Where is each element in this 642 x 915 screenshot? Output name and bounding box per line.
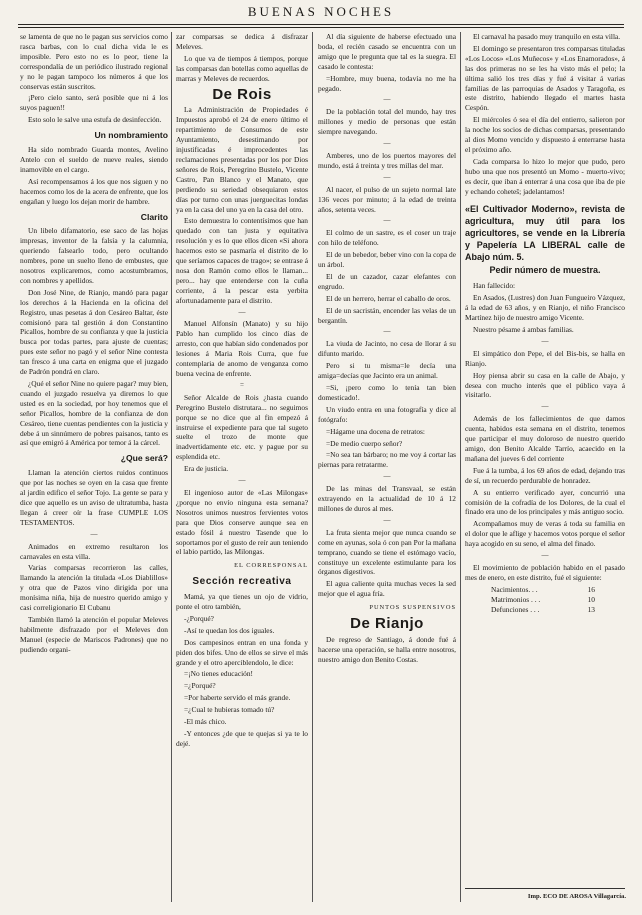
- separator: —: [541, 336, 549, 345]
- paragraph: Al día siguiente de haberse efectuado una boda, el recién casado se encuentra con un amigo que le pregunta que tal es la suegra. El casado le contesta:: [318, 32, 456, 71]
- separator: —: [90, 529, 98, 538]
- separator: —: [383, 515, 391, 524]
- paragraph: Era de justicia.: [184, 464, 229, 474]
- section-heading-medium: Sección recreativa: [192, 576, 292, 588]
- masthead-rule-thin: [18, 27, 624, 28]
- paragraph: se lamenta de que no le pagan sus servicios como rasca barbas, con lo cual dicha vida le es imposible. Pero esto no es lo peor, tiene la correspondalía de un periódico ilustrado regional y no le pagan tampoco los números á que los conservas están suscritos.: [20, 32, 168, 91]
- separator: =: [240, 380, 244, 389]
- section-heading: Un nombramiento: [94, 130, 168, 141]
- section-heading: Clarito: [140, 211, 168, 222]
- paragraph: =¿Cual te hubieras tomado tú?: [184, 705, 275, 715]
- paragraph: El agua caliente quita muchas veces la sed mejor que el agua fría.: [318, 579, 456, 599]
- separator: —: [383, 327, 391, 336]
- stat-label: Defunciones . . .: [491, 604, 540, 614]
- separator: —: [383, 172, 391, 181]
- paragraph: -Así te quedan los dos iguales.: [184, 625, 275, 635]
- paragraph: El de un bebedor, beber vino con la copa de un árbol.: [318, 250, 456, 270]
- paragraph: El carnaval ha pasado muy tranquilo en esta villa.: [473, 32, 621, 41]
- separator: —: [383, 216, 391, 225]
- stat-label: Nacimientos. . .: [491, 584, 538, 594]
- stat-value: 13: [587, 604, 595, 614]
- stat-value: 10: [587, 594, 595, 604]
- paragraph: El colmo de un sastre, es el coser un traje con hilo de teléfono.: [318, 228, 456, 248]
- paragraph: Lo que va de tiempos á tiempos, porque las comparsas dan botellas como aquellas de marras y Meleves de recuerdos.: [176, 53, 308, 83]
- imprint: Imp. ECO DE AROSA Villagarcía.: [527, 893, 626, 900]
- paragraph: =¿Porqué?: [184, 681, 216, 691]
- paragraph: Don José Nine, de Rianjo, mandó para pagar los derechos á la Hacienda en la oficina del Registro, unas pesetas á don Cesáreo Baltar, éste comisionó para tal gestión á don Constantino Picallos, hombre de su confianza y que la justicia busca por todas partes, para ajuste de cuentas; pues este señor no pagó y el señor Nine contesta tan fresco á una carta en enigma que el juzgado de Padrón pondrá en claro.: [20, 287, 168, 377]
- paragraph: =Hágame una docena de retratos:: [326, 426, 425, 436]
- paragraph: Esto demuestra lo contentísimos que han quedado con tan justa y equitativa resolución y es lo que ellos dicen «Si ahora hacemos esto se pasmaría el distrito de lo que seríamos capaces de trago»; se entrase á nosa don Ramón como ellos le llaman... pero... hay que entenderse con la cuña corriente, á la pescar esta yerbita afortunadamente para el distrito.: [176, 216, 308, 305]
- column-1: [20, 32, 168, 657]
- paragraph: Manuel Alfonsín (Manato) y su hijo Pablo han cumplido los cinco días de arresto, con que habían sido condenados por lesiones á Maria Rois Curra, que fue contemplaria de anomo de venganza como buena vecina de enfrente.: [176, 319, 308, 378]
- paragraph: Hoy piensa abrir su casa en la calle de Abajo, y desea con mucho interés que el público vaya á visitarlo.: [465, 370, 625, 400]
- column-4: [465, 32, 625, 615]
- paragraph: Señor Alcalde de Rois ¿hasta cuando Peregrino Bustelo distrutara... no seguimos porque se no dice que al fin empezó á instruirse el expediente para que tal sugeto suelte el trozo de monte que inadvertidamente etc. etc. y pague por su esplendida etc.: [176, 392, 308, 462]
- column-divider: [460, 32, 461, 902]
- paragraph: Al nacer, el pulso de un sujeto normal late 136 veces por minuto; á la edad de treinta años, setenta veces.: [318, 184, 456, 214]
- separator: —: [383, 95, 391, 104]
- advertisement: «El Cultivador Moderno», revista de agricultura, muy útil para los agricultores, se vende en la Librería y Papelería LA LIBERAL calle de Abajo núm. 5.: [465, 203, 625, 263]
- stat-row: [465, 605, 625, 615]
- paragraph: Mamá, ya que tienes un ojo de vidrio, ponte el otro también,: [176, 592, 308, 612]
- paragraph: Dos campesinos entran en una fonda y piden dos bifes. Uno de ellos se sirve el más grande y el otro aperciblendolo, le dice:: [176, 637, 308, 667]
- paragraph: En Asados, (Lustres) don Juan Fungueiro Vázquez, á la edad de 63 años, y en Rianjo, el niño Francisco Martínez hijo de nuestro amigo Vicente.: [465, 293, 625, 323]
- paragraph: -¿Porqué?: [184, 613, 214, 623]
- masthead-title: BUENAS NOCHES: [247, 4, 395, 19]
- stat-row: [465, 595, 625, 605]
- paragraph: El de un herrero, herrar el caballo de oros.: [326, 293, 451, 303]
- paragraph: Fue á la tumba, á los 69 años de edad, dejando tras de sí, un recuerdo perdurable de honradez.: [465, 465, 625, 485]
- paragraph: De regreso de Santiago, á donde fué á hacerse una operación, se halla entre nosotros, nuestro amigo don Benito Costas.: [318, 634, 456, 664]
- paragraph: El de un sacristán, encender las velas de un bergantín.: [318, 305, 456, 325]
- paragraph: El ingenioso autor de «Las Milongas» ¿porque no envío ninguna esta semana? Nosotros unimos nuestros fervientes votos para que Dios conserve aunque sea en estado fósil á nuestro Tasende que lo soportamos por el gusto de reír aun teniendo el labio partido, las Milongas.: [176, 487, 308, 557]
- paragraph: La Administración de Propiedades é Impuestos aprobó el 24 de enero último el repartimiento de Consumos de este Ayuntamiento, desestimando por injustificadas é improcedentes las reclamaciones presentadas por los por Dios señores de Rois, Peregrino Bustelo, Vicente Castro, Pan Blanco y el Manato, que perdiendo su seriedad obsequiaron estos días por turno con unas juerguecitas londas ya en la casa del uno ya en la casa del otro.: [176, 105, 308, 214]
- paragraph: Además de los fallecimientos de que damos cuenta, habidos esta semana en el distrito, tenemos que participar el muy doloroso de nuestro querido amigo, don Benito Alcalde Tarrío, acaecido en la mañana del jueves 6 del corriente: [465, 414, 625, 463]
- paragraph: =¡No tienes educación!: [184, 669, 254, 679]
- paragraph: La fruta sienta mejor que nunca cuando se come en ayunas, sola ó con pan Por la mañana temprano, cuando se tiene el estómago vacío, constituye un excelente estimulante para los órganos digestivos.: [318, 527, 456, 577]
- paragraph: El simpático don Pepe, el del Bis-bis, se halla en Rianjo.: [465, 348, 625, 368]
- paragraph: Han fallecido:: [473, 281, 516, 291]
- column-divider: [171, 32, 172, 902]
- paragraph: -El más chico.: [184, 717, 227, 727]
- paragraph: ¿Qué el señor Nine no quiere pagar? muy bien, cuando el juzgado resuelva ya diremos lo que usted es en la sociedad, por hoy tenemos que el señor Picallos, hombre de la confianza de don Cesáreo, tiene cuentas pendientes con la justicia y debe á un sinnúmero de pobres paisanos, tanto es así que emigró á América por temor á la cárcel.: [20, 379, 168, 448]
- paragraph: Varias comparsas recorrieron las calles, llamando la atención la titulada «Los Diablillos» y otra que de Pazos vino dirigida por una monísima niña, hija de nuestro querido amigo y casi correligionario El Cubanu: [20, 563, 168, 613]
- separator: —: [383, 139, 391, 148]
- stat-value: 16: [587, 584, 595, 594]
- paragraph: =Por haberte servido el más grande.: [184, 693, 291, 703]
- stat-row: [465, 585, 625, 595]
- separator: —: [541, 551, 549, 560]
- section-heading-large: De Rois: [212, 85, 272, 103]
- column-2: [176, 32, 308, 751]
- paragraph: A su entierro verificado ayer, concurrió una comisión de la cofradía de los Dolores, de la cual el finado era uno de los principales y más antiguo socio.: [465, 487, 625, 517]
- advertisement-note: Pedir número de muestra.: [489, 264, 601, 275]
- paragraph: Esto solo le salve una estufa de desinfección.: [28, 115, 162, 125]
- stat-label: Matrimonios . . .: [491, 594, 541, 604]
- paragraph: Pero si tu misma=le decía una amiga=decías que Jacinto era un animal.: [318, 361, 456, 381]
- separator: —: [541, 402, 549, 411]
- separator: —: [238, 476, 246, 485]
- paragraph: Un libelo difamatorio, ese saco de las hojas impresas, inventor de la falsía y la calumnia, queriendo falsearlo todo, pero ocultando nombres, pone un suelto lleno de embustes, que nosotros explicaremos, como acostumbramos, con nombres y apellidos.: [20, 226, 168, 285]
- paragraph: También llamó la atención el popular Meleves habilmente disfrazado por el Meleves don Manuel (especie de Mariscos Padrones) que no pudiendo organi-: [20, 614, 168, 654]
- paragraph: Un viudo entra en una fotografía y dice al fotógrafo:: [318, 404, 456, 424]
- paragraph: =Hombre, muy buena, todavía no me ha pegado.: [318, 73, 456, 93]
- section-heading: ¿Que será?: [120, 453, 168, 464]
- imprint-rule: [465, 888, 625, 889]
- paragraph: =De medio cuerpo señor?: [326, 438, 403, 448]
- paragraph: Animados en extremo resultaron los carnavales en esta villa.: [20, 541, 168, 561]
- paragraph: De las minas del Transvaal, se están extrayendo en la actualidad de 10 á 12 millones de duros al mes.: [318, 484, 456, 513]
- signature: PUNTOS SUSPENSIVOS: [369, 604, 456, 612]
- paragraph: Cada comparsa lo hizo lo mejor que pudo, pero hubo una que nos presentó un Momo - muerto-vivo; es decir, que iban á enterrar á una cosa que iba de pie y echando coheteš; jadelantamos!: [465, 156, 625, 196]
- paragraph: Así recompensamos á los que nos siguen y no hacemos como los de la acera de enfrente, que los engañan y luego los dejan morir de hambre.: [20, 176, 168, 206]
- paragraph: El domingo se presentaron tres comparsas tituladas «Los Locos» «Los Muñecos» y «Los Enamorados», á las dos primeras no se les ha visto más el pelo; la última salió los tres días y fué á visitar á varias familias de las parroquias de Asados y Taragoña, es este distrito, habiendo llegado el martes hasta Cespón.: [465, 43, 625, 113]
- masthead-rule: [18, 24, 624, 25]
- separator: —: [238, 307, 246, 316]
- paragraph: El movimiento de población habido en el pasado mes de enero, en este distrito, fué el siguiente:: [465, 562, 625, 582]
- paragraph: Llaman la atención ciertos ruidos continuos que por las noches se oyen en la casa que frente al jardín edifico el señor Tojo. La gente se para y dice que aquello es un aviso de ultratumba, hasta llegan á creer oír la frase CUMPLE LOS TESTAMENTOS.: [20, 468, 168, 527]
- paragraph: El de un cazador, cazar elefantes con engrudo.: [318, 271, 456, 291]
- paragraph: zar comparsas se dedica á disfrazar Meleves.: [176, 32, 308, 51]
- paragraph: Amberes, uno de los puertos mayores del mundo, está á treinta y tres millas del mar.: [318, 150, 456, 170]
- paragraph: Nuestro pésame á ambas familias.: [473, 325, 574, 335]
- signature: EL CORRESPONSAL: [234, 562, 308, 570]
- column-divider: [312, 32, 313, 902]
- paragraph: La viuda de Jacinto, no cesa de llorar á su difunto marido.: [318, 339, 456, 359]
- paragraph: =Si, ¡pero como lo tenía tan bien domesticado!.: [318, 383, 456, 402]
- paragraph: Acompañamos muy de veras á toda su familia en el dolor que le aflige y hacemos votos porque el señor haya acogido en su seno, el alma del finado.: [465, 519, 625, 549]
- paragraph: =No sea tan bárbaro; no me voy á cortar las piernas para retratarme.: [318, 450, 456, 470]
- paragraph: De la población total del mundo, hay tres millones y medio de personas que están siempre navegando.: [318, 107, 456, 137]
- section-heading-large: De Rianjo: [350, 615, 424, 633]
- column-3: [318, 32, 456, 667]
- paragraph: -Y entonces ¿de que te quejas si ya te lo dejé.: [176, 729, 308, 748]
- paragraph: Ha sido nombrado Guarda montes, Avelino Antelo con el sueldo de nueve reales, siendo inamovible en el cargo.: [20, 145, 168, 174]
- paragraph: El miércoles ó sea el día del entierro, salieron por la noche los socios de dichas comparsas, presentando al dios Momo vencido y dispuesto á enterrarse hasta el próximo año.: [465, 115, 625, 154]
- separator: —: [383, 472, 391, 481]
- paragraph: ¡Pero cielo santo, será posible que ni á los suyos paguen!!: [20, 93, 168, 113]
